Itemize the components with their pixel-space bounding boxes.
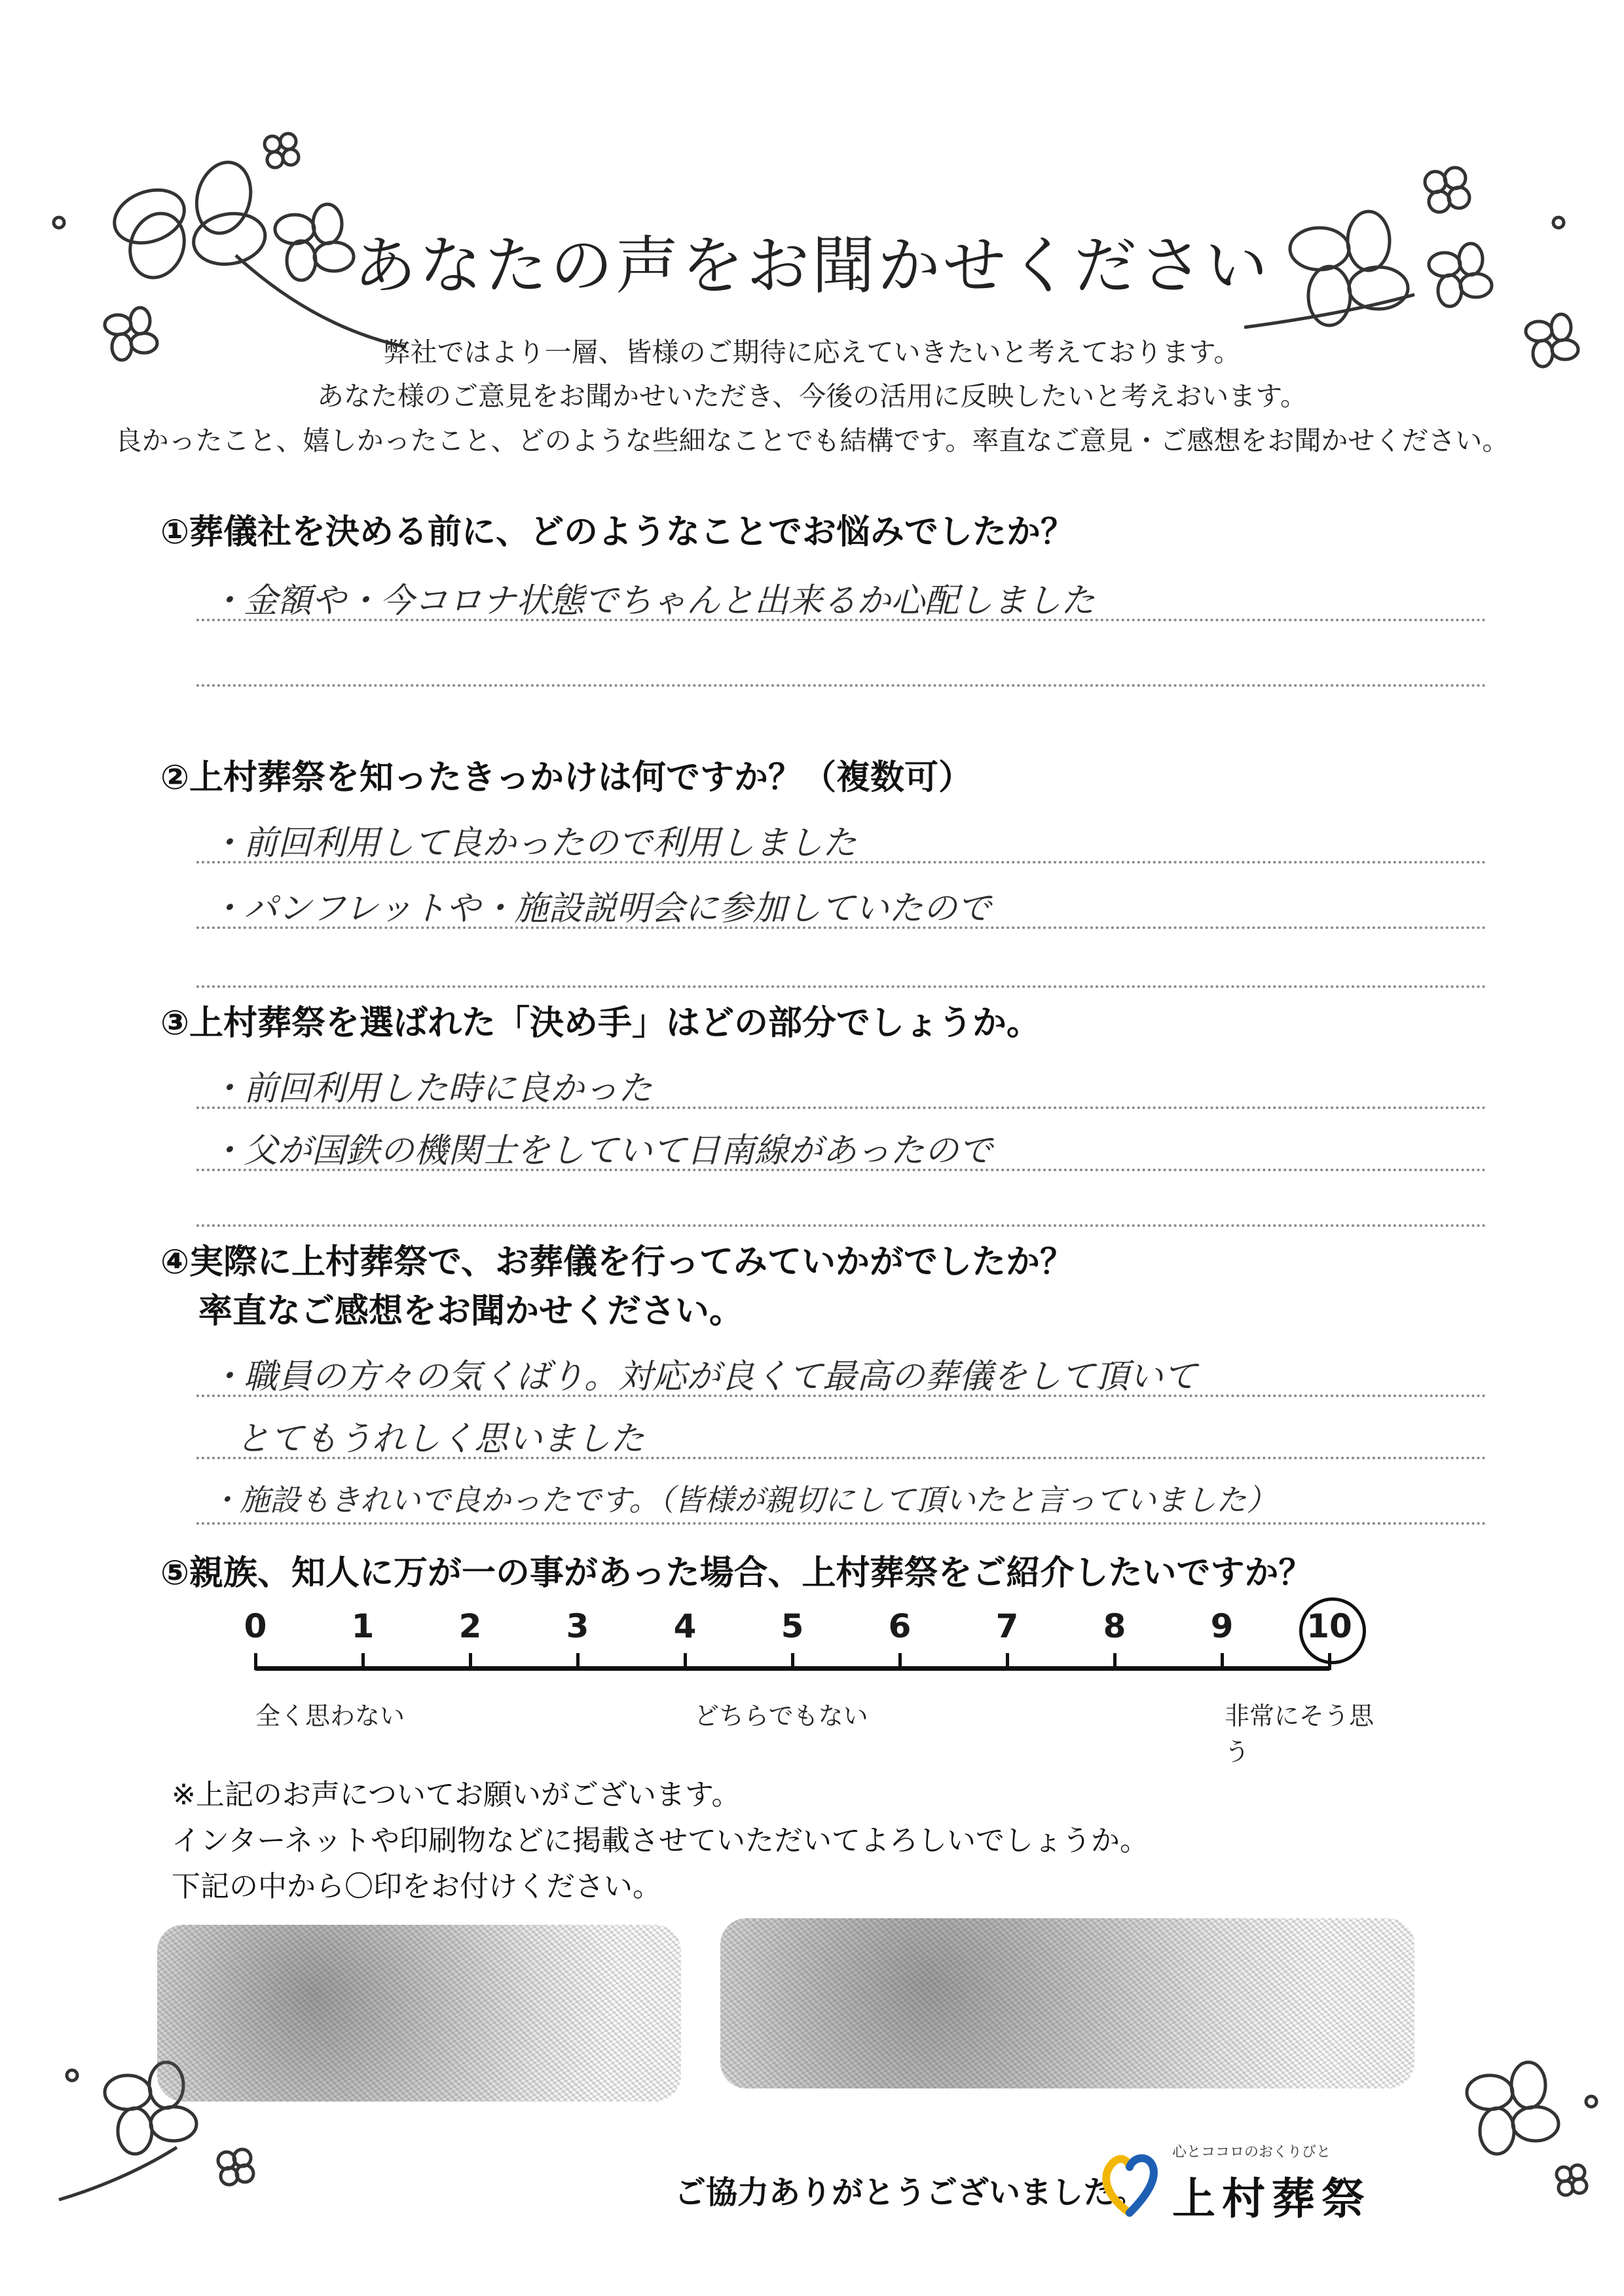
answer-line — [196, 1169, 1486, 1171]
scale-tick — [254, 1653, 257, 1670]
scale-number-8[interactable]: 8 — [1103, 1607, 1126, 1645]
answer-line — [196, 985, 1486, 988]
answer-line — [196, 684, 1486, 687]
intro-line-1: 弊社ではより一層、皆様のご期待に応えていきたいと考えております。 — [383, 337, 1241, 368]
scale-tick — [684, 1653, 687, 1670]
scale-tick — [1006, 1653, 1009, 1670]
redacted-area-right — [720, 1918, 1414, 2088]
consent-line-2: インターネットや印刷物などに掲載させていただいてよろしいでしょうか。 — [172, 1824, 1149, 1857]
question-1-label: ①葬儀社を決める前に、どのようなことでお悩みでしたか？ — [160, 513, 1075, 552]
selected-score-circle — [1299, 1597, 1366, 1664]
scale-mid-label: どちらでもない — [694, 1702, 868, 1730]
scale-number-10[interactable]: 10 — [1306, 1607, 1352, 1645]
scale-tick — [361, 1653, 365, 1670]
question-4-answer-1: ・職員の方々の気くばり。対応が良くて最高の葬儀をして頂いて — [210, 1357, 1198, 1396]
redacted-area-left — [157, 1925, 681, 2102]
answer-line — [196, 1457, 1486, 1459]
scale-number-0[interactable]: 0 — [244, 1607, 267, 1645]
rating-scale — [229, 1597, 1375, 1766]
clover-decoration-bottom-right — [1428, 2030, 1617, 2213]
scale-number-1[interactable]: 1 — [351, 1607, 375, 1645]
question-4-sublabel: 率直なご感想をお聞かせください。 — [198, 1292, 744, 1331]
intro-line-2: あなた様のご意見をお聞かせいただき、今後の活用に反映したいと考えおいます。 — [316, 380, 1308, 412]
question-4-answer-3: ・施設もきれいで良かったです。（皆様が親切にして頂いたと言っていました） — [210, 1482, 1277, 1518]
answer-line — [196, 1224, 1486, 1227]
question-2-answer-2: ・パンフレットや・施設説明会に参加していたので — [210, 889, 991, 928]
scale-number-4[interactable]: 4 — [673, 1607, 697, 1645]
answer-line — [196, 926, 1486, 929]
scale-tick — [898, 1653, 902, 1670]
question-4-label: ④実際に上村葬祭で、お葬儀を行ってみていかがでしたか？ — [160, 1243, 1074, 1282]
scale-tick — [791, 1653, 794, 1670]
question-3-label: ③上村葬祭を選ばれた「決め手」はどの部分でしょうか。 — [160, 1004, 1041, 1043]
scale-number-7[interactable]: 7 — [995, 1607, 1019, 1645]
thanks-message: ご協力ありがとうございました。 — [674, 2174, 1147, 2211]
scale-number-9[interactable]: 9 — [1210, 1607, 1234, 1645]
scale-number-6[interactable]: 6 — [888, 1607, 912, 1645]
question-5-label: ⑤親族、知人に万が一の事があった場合、上村葬祭をご紹介したいですか？ — [160, 1554, 1313, 1593]
answer-line — [196, 1394, 1486, 1397]
question-2-label: ②上村葬祭を知ったきっかけは何ですか？（複数可） — [160, 758, 973, 797]
scale-number-5[interactable]: 5 — [781, 1607, 804, 1645]
consent-line-1: ※上記のお声についてお願いがございます。 — [172, 1778, 741, 1812]
intro-line-3: 良かったこと、嬉しかったこと、どのような些細なことでも結構です。率直なご意見・ご感想をお聞かせください。 — [115, 425, 1509, 456]
question-4-answer-2: とてもうれしく思いました — [236, 1419, 645, 1459]
scale-tick — [576, 1653, 580, 1670]
scale-number-3[interactable]: 3 — [566, 1607, 589, 1645]
scale-tick — [469, 1653, 472, 1670]
brand-tagline: 心とココロのおくりびと — [1172, 2144, 1331, 2160]
answer-line — [196, 861, 1486, 864]
heart-logo-icon — [1100, 2147, 1159, 2219]
question-3-answer-1: ・前回利用した時に良かった — [210, 1069, 653, 1108]
scale-left-label: 全く思わない — [255, 1702, 405, 1730]
brand-name: 上村葬祭 — [1172, 2174, 1371, 2224]
scale-number-2[interactable]: 2 — [458, 1607, 482, 1645]
scale-tick — [1221, 1653, 1224, 1670]
question-2-answer-1: ・前回利用して良かったので利用しました — [210, 824, 857, 863]
scale-right-label: 非常にそう思う — [1225, 1702, 1375, 1766]
answer-line — [196, 619, 1486, 621]
scale-tick — [1113, 1653, 1116, 1670]
page-title: あなたの声をお聞かせください — [354, 229, 1270, 302]
consent-line-3: 下記の中から〇印をお付けください。 — [172, 1870, 661, 1903]
answer-line — [196, 1106, 1486, 1109]
question-1-answer-1: ・金額や・今コロナ状態でちゃんと出来るか心配しました — [210, 581, 1096, 621]
answer-line — [196, 1522, 1486, 1525]
question-3-answer-2: ・父が国鉄の機関士をしていて日南線があったので — [210, 1131, 993, 1171]
